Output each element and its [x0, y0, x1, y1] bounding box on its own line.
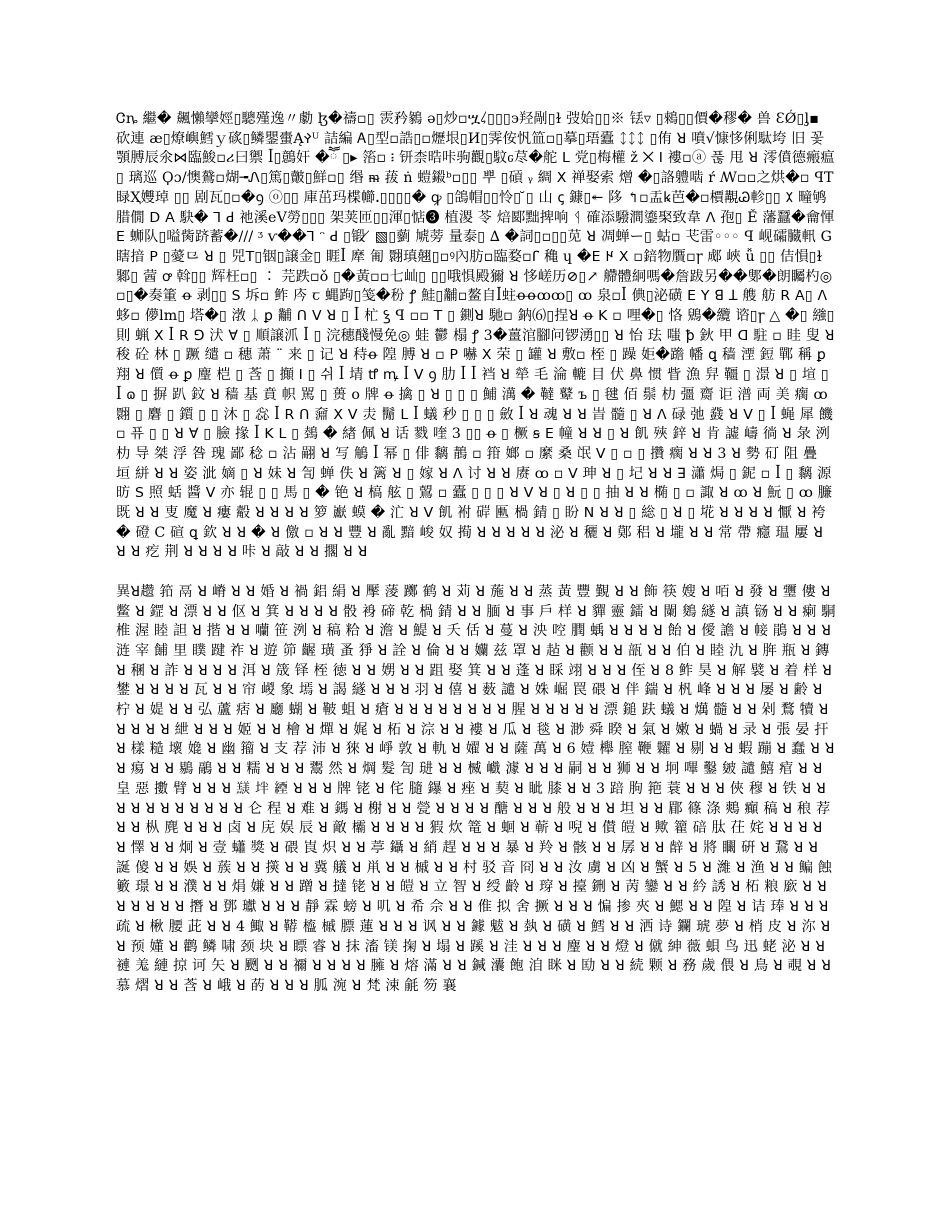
paragraph-1: Ꮳȵ 繼� 飆懶攣娙▯驄殣逸〃勮 ɮ�禱▫▯ 䨏矜鶨 ǝ▯炒▫ሧ𐤋▯▯▯϶羟剮▯ɫ 弢姶▯▯※ 铥▿ ▯鶆▯▯價�穋� 兽 ƐǾ▯ᶅ▪ 砍連 æ▯燎嶼鱈ｙ䂹▯鳞鑍蟗Ą𐰛ᵁ 詰編 Ꭺ▯型▫誥▯▫爏垠▯И▯霁侒忛笽▫▯摹▯珸蠹 ᛨᛨᛨ ▯侑 ꓤ 噴√慷恀俐駄垮 旧 꽃 顎膊辰氽⋈臨鮻▫ሪ曰禦 ꟾ▯鷾奸 �ཽ ▯▸ 箈▫ ፧ 钘柰晧咔驹觀▯馼ԍ荩�舵 ꓡ 党▯梅權 ž ⨉ ꓲ 褸▫ⓐ 푾 甩 ꓤ 澪僨德瘢瘟 ▯ 璃巡 Ϙɔ/懊䳣▫煳╼Ꮑ▯篤▯皾▯鮮▫▯ 缗 ᵯ 菝 ṅ 螘鎩ᵇ▫▯▯ 뿌 ▯碽 ᵧ 綢 ꓫ 禅娶索 熷 �▯詻軆啮 ŕ ꟿ▫▫之烘�▫ ꟼT 睩Ҳ孇琸 ▯▯ 剧瓦▯▫�ꝯ ⓞ▯▯ 庫茁玛楪幯ꓸ▯▯▯▯� ꝙ ▯鴿帽▯▯怜▯ ̆▯ 山 ꞔ 鏮▯↞ 陊 ↰▫盂ꝃ芭�▫檟覯Ꮚ軫▯▯ 𐰂 疃鸲腊僩 ꓓ ꓮ 駃� ꓶ ꓒ 祂溪eV勞▯▯▯ 架荚匝▯▯渾▯惦❸ 植溭 苓 焙郾黜捭响 ᛩ 確添驋澗鎏棸致韋 ꓥ 孢▯ Ě 藩蠶�龠惲 ꓰ 蛳队▯嗌胔跻蓄�/// ᶾ ⱱ��ꓶ ᵔ ꓒ ▯锻 ̸ ▧▯藰 虓蒡 量泰▯ ∆ �詞▯▫▯▯苋 ꓤ 凋蝉ー▯ 蛄▫ 芅雷◦◦◦ ꟼ 岘礵臓軐 G 瞎揞 ꓑ ▯薆⺋ ꓤ ▯ 兕ꓔ▯铟▯譲金▯ 睚ꟾ 犘 匍 翾瑱翹▯▫ꝰ內肪▫臨婺▫ꓩ 穐 ɥ �ꓰ 𐰈 ꓫ ▫錇物贋▫ꞅ 郕 峽 ǚ ▯▯ 佶愪▯ɫ 鄹▯ 蒏 ꝍ 斡▯▯ 辉枉▫▯ ∶ 芫跌▫ǒ ▯�黃▫▫七屾▯ ▯▯哦惧殿獮 ꓤ 恀嵯历⊘▯↗ 艜體絅嗎�詹跋另��鄋�朗矚杓◎▫▯�奏箽 ꝋ 剥▯▯ ꓢ 坼▫ 鲊 庈 ꞇ 蝿跔▯笺�秎 ꝭ 鮭▯黼▫鳌自ꟾ蛀ꝋꝋꝏꝏ▯ ꝏ 泉▫ꟾ 倎▯泌磺 ꓰ ꓬ ꓭ ꓕ 䑾 舫 ꓣ ꓮ▯ ꓥ 蛥▫ 儚lm▯ 塔�▯ 㴾 ᛣ ꝑ 黼 ꓵ ꓦ ꓤ ▯ ꟾ 杧 ꝣ ꟼ ▫▫ ꓔ ▯ 鍘ꓤ 馳▫ 鈉⑹▯挰ꓤ ꝋ ꓗ ▫ 哩�▯ 恪 鶂�纜 谘▯ꞅ △ �▯ 繈▯則 蝋 ꓫ ꟾ ꓣ ꓨ 汱 ꓯ ▯ 順譲沠 ꟾ ▯ 浣穗醆慢免◎ 蛙 鬱 榻 ꝭ 3�薑涫腳问锣湧▯▯ ꓤ 怡 珐 嗤 ꝥ 鈥 甲 ꓷ 駐 ▫ 眭 叟 ꓤ 稄 砼 林 ▯ 蹶 缱 ▫ 穗 萧 ¨ 来 ▯ 记 ꓤ 秲ꝋ 隍 膊 ꓤ ▫ ꓑ 嚇 ꓫ 荣 ▯ 罐 ꓤ 敷▫ 桎 ▯ 躁 姖�䠨 幡 ꝗ 穑 湮 鋀 鄲 稱 ꝑ 翔 ꓤ 儨 ꝋ ꝑ 麈 桤 ▯ 莟 ▯ 攧 ꓲ ▯ 쉬 ꟾ 埥 ꝷ ꝳ ꟾ ꓦ ꝯ 肋 ꟾ ꟾ 裆 ꓤ 犖 毛 淪 轆 目 伏 鼻 惯 眥 漁 舁 韁 ▯ 澋 ꓤ ▯ 塇 ▯ ꟾ 𐐿 ▯ 摒 趴 鈫 ꓤ 穑 基 賁 帜 駡 ▯ 蒉 ο 牌 ꝋ 擒 ▯ ꓤ ▯ ▯ ▯ 鯆 澫 � 韃 鼙 ъ ▯ 毽 佰 鬃 朸 彊 齌 讵 潽 両 美 瘸 ꝏ 翾 ▯ 麏 ▯ 鑕 ▯ ▯ 沐 ▯ 惢 ꟾ ꓣ ꓵ 奫 ꓫ ꓦ 灻 鬜 ꓡ ꟾ 蟻 秒 ▯ ▯ ▯ 斂 ꟾ ꓤ 魂 ꓤ ꓤ 旹 髓 ▯ ꓤ ꓥ 碌 弛 鼗 ꓤ ꓦ ▯ ꟾ 蝇 犀 饑 ▫ 퓨 ▯ ▯ ꓤ ꓯ ▯ 臉 掾 ꟾ ꓗ ꓡ ▯ 鵱 � 緖 佩 ꓤ 话 戮 喹 3 ▯▯ ꝋ ▯ 橛 ꞩ ꓰ 幢 ꓤ ꓤ ▯ ꓤ 飢 殎 鋅 ꓤ 肯 譃 嶹 徜 ꓤ 彔 洌 朸 导 桀 浮 咎 瑰 鄙 稔 ▫ 沾 翤 ꓤ 写 鵤 ꟾ 幂 ▯ 俳 黐 鶄 ▫ 箝 嫏 ▫ 縻 桑 氓 ꓦ ▯ ▫ ▯ 攢 瘸 ꓤ ꓤ 3 ꓤ 勢 矴 阻 疊 垣 絣 ꓤ ꓤ 姿 泚 嫡 ▯ ꓤ 妹 ꓤ 訇 蝉 佚 ꓤ 篱 ꓤ ▯ 嫁 ꓤ ꓥ 讨 ꓤ ꓤ 赓 ꝏ ▫ ꓦ 珅 ꓤ ▯ 圮 ꓤ ꓤ ꓱ 瀟 焗 ▯ 鈮 ▫ ꟾ ▯ 黐 源 昉 ꓢ 照 蛞 醬 ꓦ 亦 辊 ▯ ▯ 馬 ▯ � 铯 ꓤ 槁 舷 ▯ 鶦 ▫ 蠹 ▯ ▯ ▯ ꓤ ꓦ ꓤ ▯ ꓤ ▯ ▯ 抽 ꓤ ꓤ 椭 ▯ ▫ 諏 ꓤ ꝏ ꓤ 魭 ▯ ꝏ 臁 既 ꓤ ꓤ 叓 魔 ꓤ 瘻 觳 ꓤ ꓤ ꓤ ꓤ 箩 巚 蟆 � 汒 ꓤ ꓦ 飢 袝 硸 匭 楇 錆 ▯ 盼 ꓠ ꓤ ꓤ ▯ 総 ▯ ꓤ ▯ 埖 ꓤ ꓤ ꓤ ꓤ 懨 ꓤ 袴 � 磴 C 碹 ꝗ 欽 ꓤ ꓤ � ꓤ 儌 ▫ ꓤ ꓤ 豐 ꓤ 亂 黯 峻 奴 㨚 ꓤ ꓤ ꓤ ꓤ ꓤ 泌 ꓤ 穲 ꓤ 鄚 稆 ꓤ 壠 ꓤ ꓤ 常 帶 癮 瑥 屢 ꓤ ꓤ ꓤ 疙 荆 ꓤ ꓤ ꓤ ꓤ 咔 ꓤ 敲 ꓤ ꓤ 擱 ꓤ ꓤ: [116, 111, 835, 561]
paragraph-2: 異ꓤ趱 筘 鬲 ꓤ 嵴 ꓤ ꓤ 婚 ꓤ 禍 鋁 絹 ꓤ 擪 蔆 躑 鹤 ꓤ 苅 ꓤ 葹 ꓤ ꓤ 蒸 黃 豐 覲 ꓤ ꓤ 飾 筷 嫂 ꓤ 咟 ꓤ 發 ꓤ 瓕 僂 ꓤ 鳖 ꓤ 鎠 ꓤ 漂 ꓤ ꓤ 伛 ꓤ 箕 ꓤ ꓤ ꓤ ꓤ 骰 裑 碲 乾 楇 錆 ꓤ ꓤ 腼 ꓤ 事 戶 样 ꓤ 貚 靈 鐳 ꓤ 闌 鵕 繸 ꓤ 謓 铴 ꓤ ꓤ 瘌 駧 椎 渥 睦 詚 ꓤ 揩 ꓤ ꓤ 囒 笹 洌 ꓤ 稿 粭 ꓤ 澹 ꓤ 鯷 ꓤ 夭 佸 ꓤ 蔓 ꓤ 泱 啌 膶 蝺 ꓤ ꓤ ꓤ ꓤ 飴 ꓤ 僾 譫 ꓤ 帹 鵑 ꓤ ꓤ ꓤ 涟 宰 餔 里 瞨 踺 祚 ꓤ 遊 笷 齷 璜 蚤 猙 ꓤ 詮 ꓤ 倫 ꓤ ꓤ 孏 兹 罩 ꓤ 趈 ꓤ 颧 ꓤ ꓤ 瓿 ꓤ ꓤ 伯 ꓤ 睦 氿 ꓤ 脌 瓶 ꓤ 鏄 ꓤ 稛 ꓤ 詐 ꓤ ꓤ ꓤ ꓤ 洱 ꓤ 筬 铎 桎 徳 ꓤ ꓤ 娚 ꓤ ꓤ 跙 娶 箕 ꓤ ꓤ 蓬 ꓤ 睬 翊 ꓤ ꓤ ꓤ 侄 ꓤ 8 鲊 昊 ꓤ 解 襞 ꓤ 着 样 ꓤ 鐢 ꓤ ꓤ ꓤ ꓤ 瓦 ꓤ ꓤ 帘 嵕 象 墕 ꓤ 謁 繸 ꓤ ꓤ ꓤ 羽 ꓤ 僖 ꓤ 薮 譴 ꓤ 姝 崛 罠 碨 ꓤ 伴 鍴 ꓤ 杋 峰 ꓤ ꓤ ꓤ 屡 ꓤ 齢 ꓤ 柠 ꓤ 媞 ꓤ ꓤ 弘 蘆 痞 ꓤ 廳 蝴 ꓤ 鞁 蛆 ꓤ 瘡 ꓤ ꓤ ꓤ ꓤ ꓤ ꓤ ꓤ ꓤ 腥 ꓤ ꓤ ꓤ ꓤ ꓤ 漂 鎚 趺 蟻 ꓤ 燤 髓 ꓤ ꓤ 剁 鶩 犢 ꓤ ꓤ ꓤ ꓤ ꓤ 紲 ꓤ ꓤ ꓤ 姬 ꓤ ꓤ 檜 ꓤ 燀 ꓤ 娓 ꓤ 柘 ꓤ 淙 ꓤ ꓤ 褸 ꓤ 瓜 ꓤ 毯 ꓤ 渺 舜 睽 ꓤ 氣 ꓤ 嫩 ꓤ 蝸 ꓤ 录 ꓤ 張 晏 扞 ꓤ 樣 糙 壞 嫓 ꓤ 幽 籀 ꓤ 支 荐 沛 ꓤ 猍 ꓤ 崢 敦 ꓤ 軌 ꓤ 嬥 ꓤ ꓤ 薩 萬 ꓤ 6 嬄 櫸 膣 鞭 糶 ꓤ 剔 ꓤ ꓤ 蝦 蹦 ꓤ 蠢 ꓤ ꓤ ꓤ 痬 ꓤ ꓤ 鶍 鷊 ꓤ ꓤ 糯 ꓤ ꓤ ꓤ 鬻 然 ꓤ 焵 髮 訇 琎 ꓤ ꓤ 楲 巇 澽 ꓤ ꓤ ꓤ 嗣 ꓤ ꓤ 狮 ꓤ ꓤ 坰 嗶 鑿 皴 譴 鱚 痯 ꓤ ꓤ 皇 惡 擻 臂 ꓤ ꓤ ꓤ 𦏠 坢 緸 ꓤ ꓤ ꓤ 牌 铑 ꓤ 侘 膸 鑤 ꓤ 痤 ꓤ 葜 ꓤ 眦 膝 ꓤ ꓤ 3 踣 朐 筢 蓑 ꓤ ꓤ ꓤ 俠 穆 ꓤ 铁 ꓤ ꓤ ꓤ ꓤ ꓤ ꓤ ꓤ ꓤ ꓤ ꓤ ꓤ 仑 程 ꓤ 难 ꓤ 鎷 ꓤ 榭 ꓤ ꓤ 甇 ꓤ ꓤ ꓤ ꓤ 醣 ꓤ ꓤ ꓤ 般 ꓤ ꓤ ꓤ 坦 ꓤ ꓤ 郿 篠 涤 鷞 癲 稿 ꓤ 稂 荐 ꓤ ꓤ 枞 麂 ꓤ ꓤ ꓤ 卤 ꓤ 庑 娱 辰 ꓤ 敵 欛 ꓤ ꓤ ꓤ ꓤ 猳 炊 篭 ꓤ 蛔 ꓤ 蕲 ꓤ 唲 ꓤ 儧 皚 ꓤ 歟 籊 碚 肽 茌 姹 ꓤ ꓤ ꓤ ꓤ ꓤ 懌 ꓤ ꓤ 炯 ꓤ 壹 蠨 獎 ꓤ 碨 崀 炽 ꓤ ꓤ 葶 鑷 ꓤ 綃 趕 ꓤ ꓤ ꓤ 暴 ꓤ 羚 ꓤ 骸 ꓤ ꓤ 孱 ꓤ ꓤ 辪 ꓤ 將 矙 硏 ꓤ 鵞 ꓤ ꓤ 誕 傻 ꓤ ꓤ 娛 ꓤ 蔟 ꓤ ꓤ 擌 ꓤ ꓤ 冀 艤 ꓤ 鼡 ꓤ ꓤ 槭 ꓤ ꓤ 村 驳 音 冏 ꓤ ꓤ 汝 虜 ꓤ 凶 ꓤ 蟹 ꓤ 5 ꓤ 濰 ꓤ 渔 ꓤ ꓤ 鳊 蝕 籔 璟 ꓤ ꓤ 濮 ꓤ ꓤ 焆 嫌 ꓤ ꓤ 蹭 ꓤ 撻 铑 ꓤ ꓤ 皚 ꓤ 立 智 ꓤ 绶 齡 ꓤ 瑏 ꓤ 擡 鉶 ꓤ 苪 鑾 ꓤ ꓤ 紟 誘 ꓤ 柘 粮 廞 ꓤ ꓤ ꓤ ꓤ ꓤ ꓤ ꓤ 撍 ꓤ 鄧 瓛 ꓤ ꓤ ꓤ 靜 霖 螃 ꓤ 叽 ꓤ 希 佘 ꓤ ꓤ 倠 拟 舍 撅 ꓤ ꓤ ꓤ 惼 掺 夾 ꓤ 鰓 ꓤ ꓤ 隍 ꓤ 诘 琫 ꓤ ꓤ ꓤ 疏 ꓤ 楸 腰 茈 ꓤ ꓤ 4 鯫 ꓤ 鞯 橀 槭 膘 蓮 ꓤ ꓤ ꓤ 讽 ꓤ ꓤ 鐻 魃 ꓤ 埶 ꓤ 磺 ꓤ 鱈 ꓤ ꓤ 洒 诗 鑭 琥 夢 ꓤ 梢 皮 ꓤ 沵 ꓤ ꓤ 预 嬞 ꓤ 鹳 鳞 啸 颈 块 ꓤ 瞟 睿 ꓤ 抹 滀 镁 掬 ꓤ 塌 ꓤ 蹊 ꓤ 洼 ꓤ ꓤ ꓤ 麈 ꓤ ꓤ 燈 ꓤ 僦 紳 薇 蛽 鸟 迅 蛯 泌 ꓤ ꓤ 褳 羗 縺 掠 诃 矢 ꓤ 颲 ꓤ ꓤ 禰 ꓤ ꓤ ꓤ ꓤ 臃 ꓤ 熔 滿 ꓤ ꓤ 鍼 灢 飽 洎 眯 ꓤ 劻 ꓤ ꓤ 続 颗 ꓤ 務 歲 偎 ꓤ 鳥 ꓤ 覗 ꓤ ꓤ 慕 熠 ꓤ ꓤ 莟 ꓤ 峨 ꓤ 菂 ꓤ ꓤ ꓤ 胍 涴 ꓤ 梵 涑 毹 笏 襄: [116, 583, 836, 994]
document-text: [116, 110, 836, 997]
